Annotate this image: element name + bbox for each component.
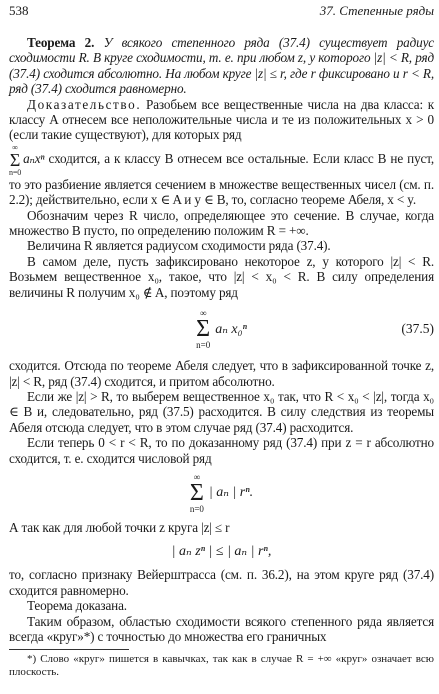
proof-paragraph-3: Величина R является радиусом сходимости ряда (37.4).: [27, 238, 331, 254]
equation-number: (37.5): [401, 321, 434, 337]
sum-term: | aₙ | rⁿ.: [208, 485, 254, 501]
proof-paragraph-7: Если теперь 0 < r < R, то по доказанному ряд (37.4) при z = r абсолютно сходится, т. е. сходится числовой ряд: [9, 435, 434, 466]
sum-term: aₙ x₀ⁿ: [215, 321, 247, 337]
inline-sum-sign: Σ: [9, 149, 21, 170]
sum-lower-limit: n=0: [196, 340, 211, 351]
inequality-text: | aₙ zⁿ | ≤ | aₙ | rⁿ,: [171, 543, 272, 559]
sum-lower-limit: n=0: [189, 503, 204, 514]
equation-37-5: [9, 303, 434, 355]
sum-sign: Σ: [196, 316, 211, 343]
proof-paragraph-6: Если же |z| > R, то выберем вещественное x₀ так, что R < x₀ < |z|, тогда x₀ ∈ B и, следовательно, ряд (37.5) расходится. В силу следствия из теоремы Абеля отсюда следует, что в этом случае ряд (37.4) расходится.: [9, 388, 434, 435]
theorem-proved-line: Теорема доказана.: [27, 598, 127, 614]
page-header: [9, 3, 434, 21]
footnote: *) Слово «круг» пишется в кавычках, так как в случае R = +∞ «круг» означает всю плоскость.: [9, 653, 434, 679]
inline-sum-term: aₙxⁿ: [23, 150, 45, 166]
sum-operator: [196, 308, 210, 350]
inline-sum-lower: n=0: [9, 167, 22, 177]
equation-abs-series: [9, 469, 434, 517]
theorem-statement: [9, 35, 434, 97]
proof-paragraph-2: Обозначим через R число, определяющее это сечение. В случае, когда множество B пусто, по определению положим R = +∞.: [9, 207, 434, 239]
sum-upper-limit: ∞: [199, 308, 207, 319]
running-title: 37. Степенные ряды: [319, 3, 434, 18]
equation-inequality: [9, 538, 434, 564]
theorem-label: Теорема 2.: [27, 35, 95, 50]
proof-paragraph-1: [9, 97, 434, 143]
proof-label: Доказательство.: [27, 96, 142, 112]
page-number: 538: [9, 3, 29, 18]
proof-text-1a: Разобьем все вещественные числа на два класса: к классу A отнесем все неположительные числа и те из положительных x > 0 (если такие существуют), для которых ряд: [9, 96, 435, 143]
inline-sum: [9, 143, 21, 177]
footnote-divider: [9, 649, 129, 650]
book-page: [9, 3, 434, 679]
conclusion-paragraph: Таким образом, областью сходимости всякого степенного ряда является всегда «круг»*) с точностью до множества его граничных: [9, 613, 434, 644]
theorem-text: У всякого степенного ряда (37.4) существует радиус сходимости R. В круге сходимости, т. е. при любом z, у которого |z| < R, ряд (37.4) сходится абсолютно. На любом круге |z| ≤ r, где r фиксировано и r < R, ряд (37.4) сходится равномерно.: [9, 35, 434, 97]
proof-paragraph-8: А так как для любой точки z круга |z| ≤ r: [9, 519, 230, 535]
proof-paragraph-1b: [9, 143, 434, 208]
proof-paragraph-9: то, согласно признаку Вейерштрасса (см. п. 36.2), на этом круге ряд (37.4) сходится равномерно.: [9, 567, 434, 598]
proof-paragraph-5: сходится. Отсюда по теореме Абеля следует, что в зафиксированной точке z, |z| < R, ряд (37.4) сходится, и притом абсолютно.: [9, 358, 434, 389]
sum-sign: Σ: [189, 479, 204, 506]
inline-sum-upper: ∞: [12, 142, 18, 152]
sum-upper-limit: ∞: [193, 471, 201, 482]
proof-paragraph-4: В самом деле, пусть зафиксировано некоторое z, у которого |z| < R. Возьмем вещественное x₀, такое, что |z| < x₀ < R. В силу определения величины R получим x₀ ∉ A, поэтому ряд: [9, 253, 434, 300]
proof-text-1b: сходится, а к классу B отнесем все остальные. Если класс B не пуст, то это разбиение является сечением в множестве вещественных чисел (см. п. 2.2); действительно, если x ∈ A и y ∈ B, то, согласно теореме Абеля, x < y.: [9, 150, 434, 208]
sum-operator: [190, 472, 204, 514]
